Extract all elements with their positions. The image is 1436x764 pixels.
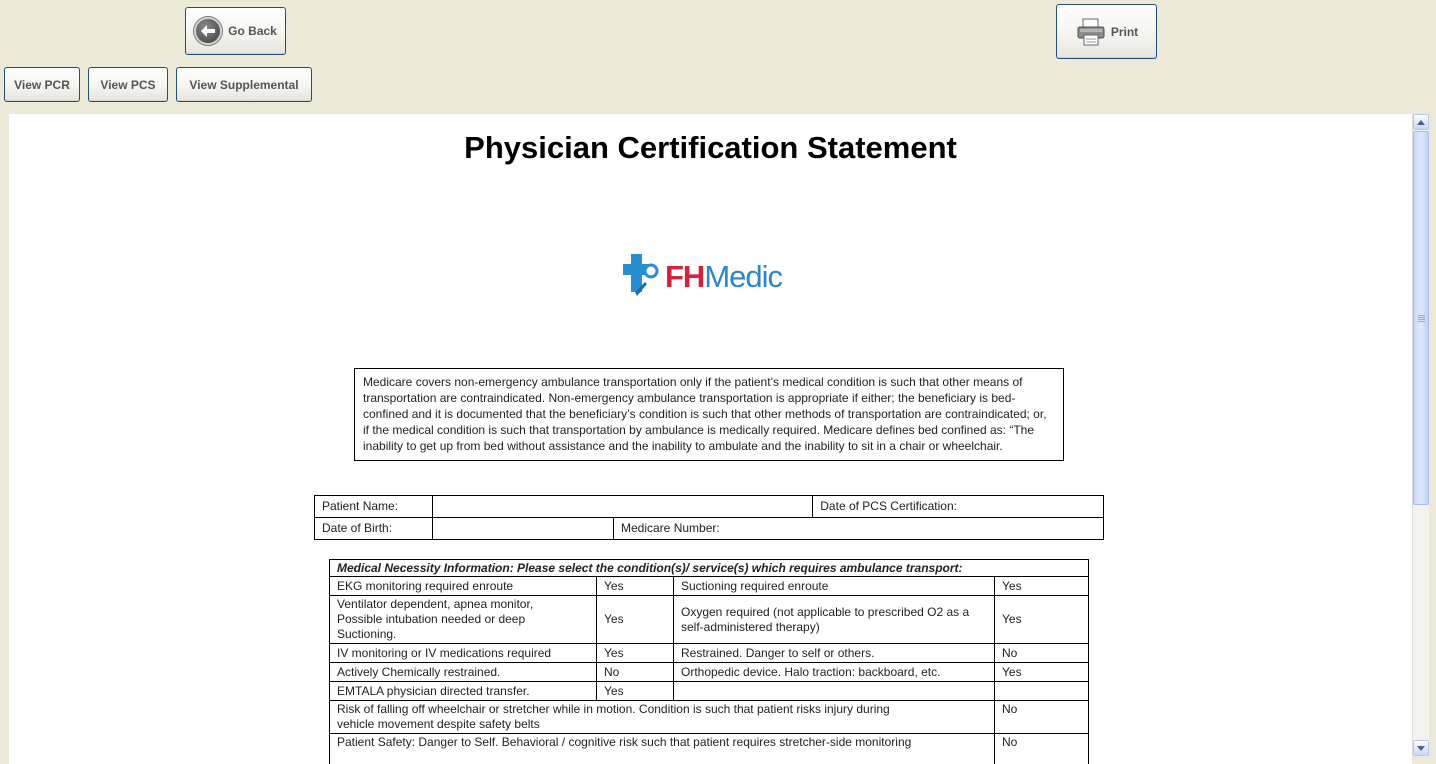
table-row <box>330 682 1089 701</box>
dob-label: Date of Birth: <box>315 518 433 540</box>
table-row <box>330 701 1089 734</box>
patient-info-table <box>314 495 1104 540</box>
patient-name-value <box>433 496 813 518</box>
table-row <box>315 518 1104 540</box>
patient-name-label: Patient Name: <box>315 496 433 518</box>
scroll-up-arrow-icon[interactable] <box>1413 114 1429 130</box>
table-row <box>330 734 1089 764</box>
document-title: Physician Certification Statement <box>464 130 957 165</box>
condition-value: No <box>995 644 1089 663</box>
condition-label <box>674 682 995 701</box>
scrollbar-thumb[interactable] <box>1413 131 1429 505</box>
condition-label: EMTALA physician directed transfer. <box>330 682 597 701</box>
condition-value: No <box>597 663 674 682</box>
medical-necessity-header: Medical Necessity Information: Please select the condition(s)/ service(s) which requires ambulance transport: <box>330 560 1089 577</box>
condition-value: Yes <box>597 596 674 644</box>
condition-value <box>995 682 1089 701</box>
table-row <box>330 560 1089 577</box>
vertical-scrollbar[interactable] <box>1412 114 1429 756</box>
condition-label: Ventilator dependent, apnea monitor, Possible intubation needed or deep Suctioning. <box>330 596 597 644</box>
dob-value <box>433 518 614 540</box>
condition-label: Risk of falling off wheelchair or stretcher while in motion. Condition is such that patient risks injury during vehicle movement despite safety belts <box>330 701 995 734</box>
condition-label: EKG monitoring required enroute <box>330 577 597 596</box>
logo-text-fh: FH <box>665 259 705 294</box>
scroll-down-arrow-icon[interactable] <box>1413 740 1429 756</box>
condition-value: No <box>995 701 1089 734</box>
condition-label: Restrained. Danger to self or others. <box>674 644 995 663</box>
condition-label: Patient Safety: Danger to Self. Behavioral / cognitive risk such that patient requires stretcher-side monitoring <box>330 734 995 764</box>
condition-label: Suctioning required enroute <box>674 577 995 596</box>
print-label: Print <box>1110 24 1139 39</box>
condition-value: Yes <box>995 596 1089 644</box>
condition-label: Actively Chemically restrained. <box>330 663 597 682</box>
pcs-date-label: Date of PCS Certification: <box>813 496 1104 518</box>
table-row <box>330 644 1089 663</box>
print-button[interactable] <box>1056 4 1157 59</box>
table-row <box>330 596 1089 644</box>
table-row <box>315 496 1104 518</box>
view-pcs-button[interactable]: View PCS <box>88 67 168 102</box>
go-back-button[interactable] <box>185 7 286 55</box>
arrow-left-icon <box>194 17 222 45</box>
condition-value: Yes <box>597 577 674 596</box>
fhmedic-logo <box>621 250 821 300</box>
condition-label: Oxygen required (not applicable to prescribed O2 as a self-administered therapy) <box>674 596 995 644</box>
condition-label: IV monitoring or IV medications required <box>330 644 597 663</box>
condition-value: Yes <box>995 663 1089 682</box>
medical-necessity-table <box>329 559 1089 764</box>
view-supplemental-button[interactable]: View Supplemental <box>176 67 312 102</box>
go-back-label: Go Back <box>228 24 277 38</box>
document-frame[interactable] <box>9 114 1412 764</box>
condition-value: Yes <box>597 682 674 701</box>
condition-label: Orthopedic device. Halo traction: backboard, etc. <box>674 663 995 682</box>
medicare-number-label: Medicare Number: <box>614 518 1104 540</box>
condition-value: Yes <box>597 644 674 663</box>
table-row <box>330 577 1089 596</box>
table-row <box>330 663 1089 682</box>
condition-value: No <box>995 734 1089 764</box>
condition-value: Yes <box>995 577 1089 596</box>
logo-text-medic: Medic <box>704 259 783 294</box>
view-pcr-button[interactable]: View PCR <box>4 67 80 102</box>
medicare-notice: Medicare covers non-emergency ambulance transportation only if the patient’s medical condition is such that other means of transportation are contraindicated. Non-emergency ambulance transportation is appropriate if either; the beneficiary is bed-confined and it is documented that the beneficiary’s condition is such that other methods of transportation are contraindicated; or, if the medical condition is such that transportation by ambulance is medically required. Medicare defines bed confined as: “The inability to get up from bed without assistance and the inability to ambulate and the inability to sit in a chair or wheelchair. <box>354 368 1064 461</box>
printer-icon <box>1075 17 1107 47</box>
